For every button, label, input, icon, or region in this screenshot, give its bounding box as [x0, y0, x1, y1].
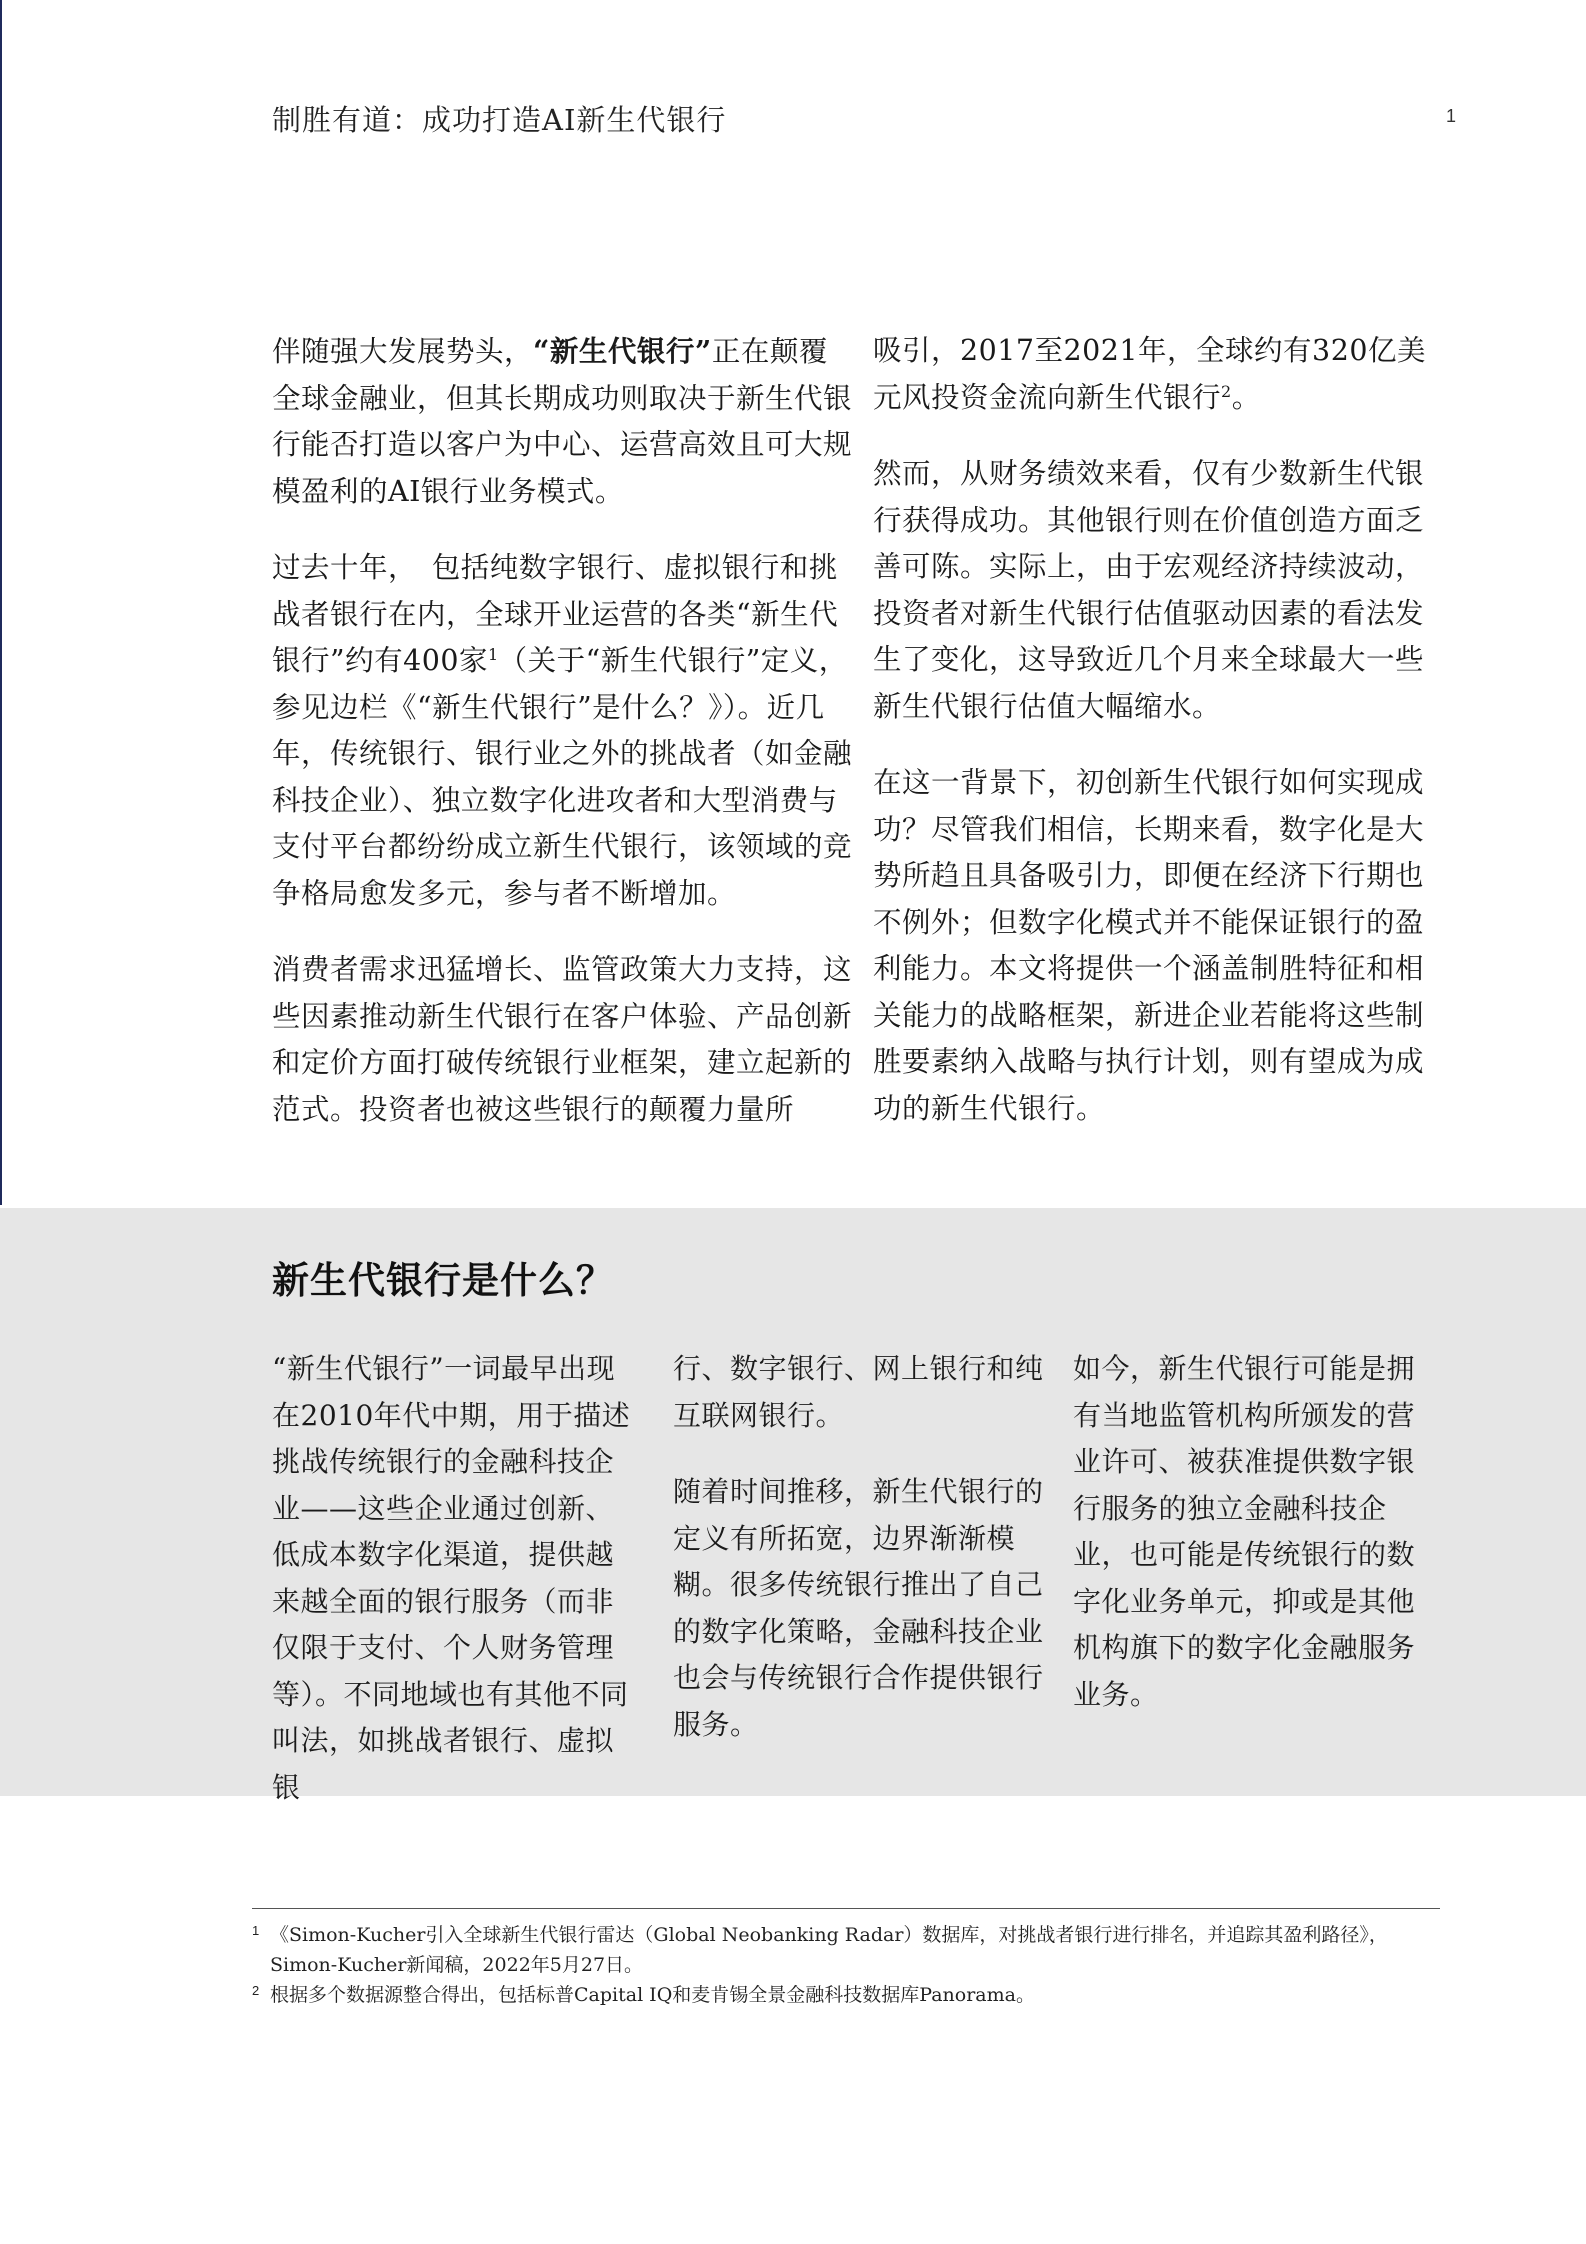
sidebar-column-1 [272, 1346, 637, 1841]
footnote-2-text: 根据多个数据源整合得出，包括标普Capital IQ和麦肯锡全景金融科技数据库Panorama。 [270, 1984, 1035, 2006]
left-edge-rule [0, 0, 2, 1205]
sidebar-column-3 [1073, 1346, 1433, 1748]
footnote-1 [252, 1920, 1452, 1980]
body-column-right [873, 328, 1448, 1162]
sidebar-col2-text-2: 随着时间推移，新生代银行的定义有所拓宽，边界渐渐模糊。很多传统银行推出了自己的数字化策略，金融科技企业也会与传统银行合作提供银行服务。 [673, 1475, 1044, 1741]
decade-text-start: 过去十年， 包括纯数字银行、虚拟银行和挑战者银行在内，全球开业运营的各类“新生代银行”约有400家 [272, 551, 839, 677]
paragraph-intro [272, 328, 852, 515]
sidebar-col3-text: 如今，新生代银行可能是拥有当地监管机构所颁发的营业许可、被获准提供数字银行服务的独立金融科技企业，也可能是传统银行的数字化业务单元，抑或是其他机构旗下的数字化金融服务业务。 [1073, 1352, 1416, 1711]
sidebar-what-is-neobank [0, 1208, 1586, 1804]
footnote-divider [252, 1908, 1440, 1909]
footnote-2-mark: 2 [252, 1983, 260, 1998]
footnote-1-text: 《Simon-Kucher引入全球新生代银行雷达（Global Neobanking Radar）数据库，对挑战者银行进行排名，并追踪其盈利路径》，Simon-Kucher新闻稿，2022年5月27日。 [270, 1924, 1388, 1976]
body-column-left [272, 328, 852, 1163]
paragraph-strategy-framework: 在这一背景下，初创新生代银行如何实现成功？尽管我们相信，长期来看，数字化是大势所趋且具备吸引力，即便在经济下行期也不例外；但数字化模式并不能保证银行的盈利能力。本文将提供一个涵盖制胜特征和相关能力的战略框架，新进企业若能将这些制胜要素纳入战略与执行计划，则有望成为成功的新生代银行。 [873, 766, 1425, 1125]
intro-text-rest: 正在颠覆全球金融业，但其长期成功则取决于新生代银行能否打造以客户为中心、运营高效且可大规模盈利的AI银行业务模式。 [272, 335, 853, 508]
investment-text-end: 。 [1231, 380, 1261, 414]
footnote-1-mark: 1 [252, 1923, 260, 1938]
bold-term-neobank: “新生代银行” [533, 334, 712, 368]
decade-text-rest: （关于“新生代银行”定义，参见边栏《“新生代银行”是什么？》）。近几年，传统银行、银行业之外的挑战者（如金融科技企业）、独立数字化进攻者和大型消费与支付平台都纷纷成立新生代银行，该领域的竞争格局愈发多元，参与者不断增加。 [272, 644, 853, 910]
paragraph-consumer-demand: 消费者需求迅猛增长、监管政策大力支持，这些因素推动新生代银行在客户体验、产品创新和定价方面打破传统银行业框架，建立起新的范式。投资者也被这些银行的颠覆力量所 [272, 953, 853, 1126]
sidebar-col2-text-1: 行、数字银行、网上银行和纯互联网银行。 [673, 1352, 1044, 1432]
paragraph-investment [873, 328, 1448, 421]
running-header-title: 制胜有道：成功打造AI新生代银行 [272, 103, 727, 137]
paragraph-financial-performance: 然而，从财务绩效来看，仅有少数新生代银行获得成功。其他银行则在价值创造方面乏善可陈。实际上，由于宏观经济持续波动，投资者对新生代银行估值驱动因素的看法发生了变化，这导致近几个月来全球最大一些新生代银行估值大幅缩水。 [873, 457, 1425, 723]
footnote-2 [252, 1980, 1452, 2010]
page-number: 1 [1446, 106, 1457, 126]
sidebar-column-2 [673, 1346, 1048, 1778]
paragraph-decade [272, 545, 852, 917]
footnote-ref-2[interactable]: 2 [1221, 381, 1232, 401]
footnotes [252, 1920, 1452, 2010]
footnote-ref-1[interactable]: 1 [487, 645, 499, 664]
sidebar-col1-text: “新生代银行”一词最早出现在2010年代中期，用于描述挑战传统银行的金融科技企业——这些企业通过创新、低成本数字化渠道，提供越来越全面的银行服务（而非仅限于支付、个人财务管理等）。不同地域也有其他不同叫法，如挑战者银行、虚拟银 [272, 1352, 631, 1804]
investment-text-start: 吸引，2017至2021年，全球约有320亿美元风投资金流向新生代银行 [873, 334, 1426, 414]
sidebar-heading: 新生代银行是什么？ [272, 1258, 614, 1302]
intro-text-start: 伴随强大发展势头， [272, 335, 534, 368]
